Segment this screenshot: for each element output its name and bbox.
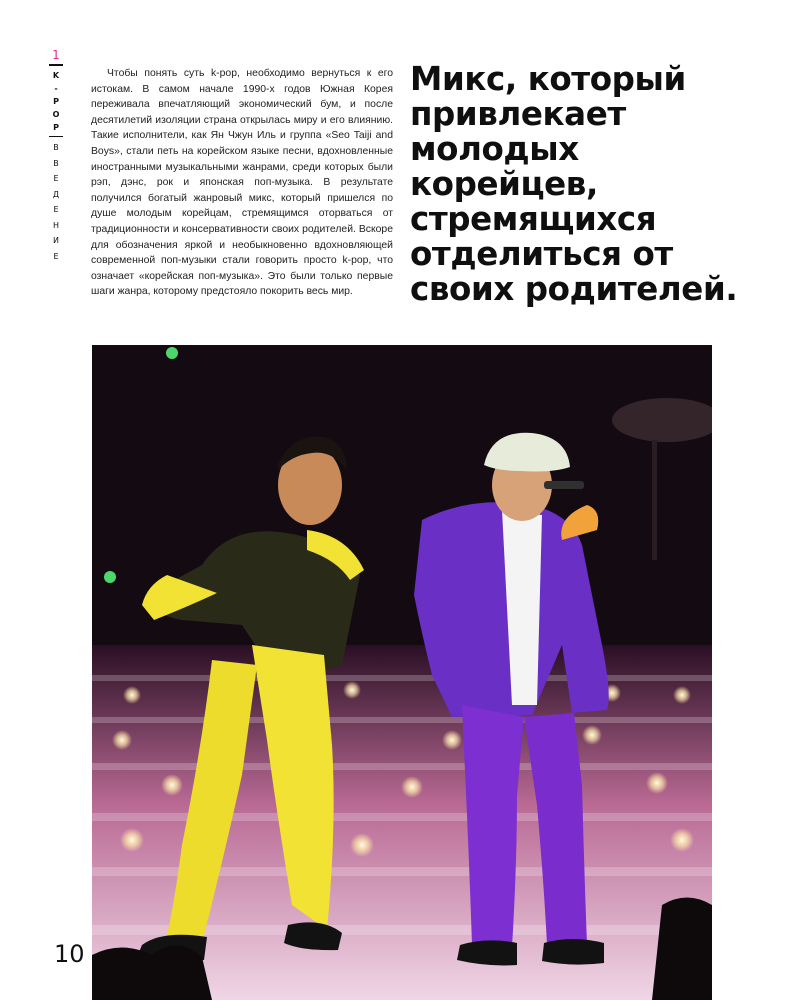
section-letter: K	[52, 70, 60, 80]
subsection-letter: Е	[53, 205, 59, 214]
subsection-letter: Е	[53, 251, 59, 261]
section-letter: -	[54, 83, 58, 93]
section-title-vertical	[53, 69, 60, 134]
subsection-title-vertical	[53, 140, 59, 264]
section-letter: P	[53, 96, 59, 106]
subsection-letter: И	[53, 236, 59, 245]
side-rail	[46, 48, 66, 264]
headline: Микс, который привлекает молодых корейцев, стремящихся отделиться от своих родителей.	[410, 60, 738, 308]
section-letter: O	[52, 109, 60, 119]
rail-divider	[49, 64, 63, 66]
rail-divider	[49, 136, 63, 138]
chapter-number: 1	[52, 48, 60, 62]
intro-paragraph: Чтобы понять суть k-pop, необходимо вернуться к его истокам. В самом начале 1990-х годов Южная Корея переживала впечатляющий экономический бум, и после десятилетий изоляции страна открылась миру и его влиянию. Такие исполнители, как Ян Чжун Иль и группа «Seo Taiji and Boys», стали петь на корейском языке песни, вдохновленные иностранными музыкальными жанрами, среди которых были рэп, дэнс, рок и японская поп-музыка. В результате получился богатый жанровый микс, который пришелся по душе молодым корейцам, стремящимся оторваться от традиционности и консервативности своих родителей. Вскоре для обозначения яркой и необыкновенно вдохновляющей современной поп-музыки стали говорить просто k-pop, что означает «корейская поп-музыка». Это были только первые шаги жанра, которому предстояло покорить весь мир.	[91, 68, 393, 298]
subsection-letter: В	[53, 143, 59, 152]
concert-photo	[92, 345, 712, 1000]
subsection-letter: Д	[52, 189, 60, 199]
subsection-letter: Е	[53, 174, 59, 183]
subsection-letter: Н	[52, 220, 59, 230]
section-letter: P	[53, 122, 59, 132]
page-number: 10	[54, 940, 85, 968]
subsection-letter: В	[53, 158, 59, 168]
